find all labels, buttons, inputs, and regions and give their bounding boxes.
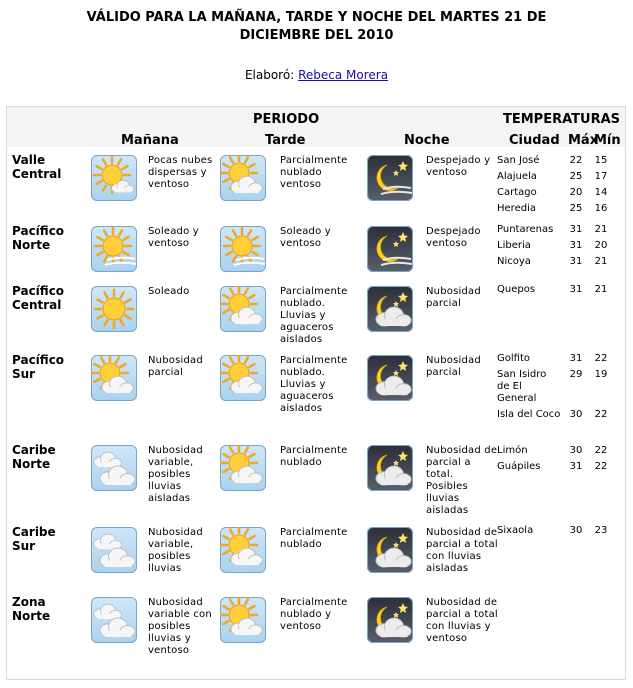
sun-clouds-icon (220, 355, 266, 401)
city-min-temp: 21 (594, 284, 608, 295)
city-max-temp: 31 (569, 461, 583, 472)
city-max-temp: 31 (569, 353, 583, 364)
tarde-forecast-text: Parcialmente nublado. Lluvias y aguaceros aislados (280, 355, 348, 414)
region-name (12, 224, 92, 252)
region-name (12, 353, 92, 381)
sun-icon (91, 286, 137, 332)
city-min-temp: 21 (594, 256, 608, 267)
header-ciudad: Ciudad (509, 133, 560, 148)
city-min-temp: 21 (594, 224, 608, 235)
region-name-line-2: Central (12, 298, 62, 312)
city-min-temp: 20 (594, 240, 608, 251)
region-name-line-2: Sur (12, 539, 36, 553)
header-periodo: PERIODO (253, 112, 320, 127)
noche-forecast-text: Nubosidad de parcial a total con lluvias aisladas (426, 527, 498, 574)
manana-forecast-text: Nubosidad variable con posibles lluvias y ventoso (148, 597, 212, 656)
clouds-icon (91, 527, 137, 573)
city-name: Sixaola (497, 525, 534, 536)
region-name-line-1: Pacífico (12, 284, 65, 298)
city-max-temp: 20 (569, 187, 583, 198)
header-temperaturas: TEMPERATURAS (503, 112, 621, 127)
moon-clouds-icon (367, 286, 413, 332)
sun-clouds-icon (220, 286, 266, 332)
moon-clouds-icon (367, 445, 413, 491)
city-name: Alajuela (497, 171, 537, 182)
region-name (12, 525, 92, 553)
author-label: Elaboró: (244, 68, 295, 82)
moon-wind-icon (367, 155, 413, 201)
city-name: Limón (497, 445, 528, 456)
region-name (12, 284, 92, 312)
header-noche: Noche (404, 133, 450, 148)
sun-cloud-icon (91, 155, 137, 201)
sun-wind-icon (220, 226, 266, 272)
sun-clouds-icon (91, 355, 137, 401)
region-name-line-1: Zona (12, 595, 46, 609)
city-max-temp: 30 (569, 409, 583, 420)
city-min-temp: 19 (594, 369, 608, 380)
city-name: Guápiles (497, 461, 541, 472)
city-max-temp: 25 (569, 203, 583, 214)
manana-forecast-text: Nubosidad variable, posibles lluvias (148, 527, 203, 574)
manana-forecast-text: Nubosidad parcial (148, 355, 203, 378)
region-name-line-1: Pacífico (12, 353, 65, 367)
noche-forecast-text: Nubosidad parcial (426, 355, 481, 378)
city-max-temp: 31 (569, 240, 583, 251)
clouds-icon (91, 445, 137, 491)
manana-forecast-text: Nubosidad variable, posibles lluvias aisladas (148, 445, 203, 504)
city-max-temp: 30 (569, 445, 583, 456)
noche-forecast-text: Nubosidad de parcial a total con lluvias y ventoso (426, 597, 498, 644)
noche-forecast-text: Despejado y ventoso (426, 155, 491, 178)
sun-clouds-icon (220, 445, 266, 491)
city-min-temp: 17 (594, 171, 608, 182)
city-max-temp: 31 (569, 256, 583, 267)
title-line-1: VÁLIDO PARA LA MAÑANA, TARDE Y NOCHE DEL MARTES 21 DE (86, 10, 547, 25)
region-name (12, 443, 92, 471)
city-name: Quepos (497, 284, 536, 295)
tarde-forecast-text: Parcialmente nublado (280, 445, 348, 468)
region-name (12, 595, 92, 623)
header-manana: Mañana (121, 133, 179, 148)
manana-forecast-text: Pocas nubes dispersas y ventoso (148, 155, 213, 190)
clouds-icon (91, 597, 137, 643)
city-max-temp: 25 (569, 171, 583, 182)
moon-clouds-icon (367, 527, 413, 573)
tarde-forecast-text: Parcialmente nublado (280, 527, 348, 550)
city-min-temp: 22 (594, 461, 608, 472)
region-name-line-1: Valle (12, 153, 46, 167)
sun-clouds-icon (220, 527, 266, 573)
city-min-temp: 14 (594, 187, 608, 198)
manana-forecast-text: Soleado (148, 286, 190, 297)
region-name-line-1: Caribe (12, 525, 56, 539)
city-name: Golfito (497, 353, 530, 364)
region-name-line-1: Caribe (12, 443, 56, 457)
city-name: San Isidro de El General (497, 369, 547, 404)
region-name-line-1: Pacífico (12, 224, 65, 238)
city-min-temp: 15 (594, 155, 608, 166)
noche-forecast-text: Nubosidad de parcial a total. Posibles lluvias aisladas (426, 445, 498, 516)
moon-clouds-icon (367, 597, 413, 643)
city-min-temp: 22 (594, 445, 608, 456)
sun-clouds-icon (220, 155, 266, 201)
region-name-line-2: Sur (12, 367, 36, 381)
city-name: Isla del Coco (497, 409, 561, 420)
tarde-forecast-text: Parcialmente nublado ventoso (280, 155, 348, 190)
tarde-forecast-text: Parcialmente nublado y ventoso (280, 597, 348, 632)
author-link[interactable]: Rebeca Morera (298, 68, 389, 82)
city-name: Heredia (497, 203, 536, 214)
city-max-temp: 31 (569, 284, 583, 295)
city-max-temp: 29 (569, 369, 583, 380)
region-name-line-2: Norte (12, 238, 51, 252)
noche-forecast-text: Despejado ventoso (426, 226, 481, 249)
region-name (12, 153, 92, 181)
city-name: Puntarenas (497, 224, 554, 235)
header-min: Mín (594, 133, 621, 148)
region-name-line-2: Norte (12, 457, 51, 471)
sun-wind-icon (91, 226, 137, 272)
city-name: San José (497, 155, 540, 166)
moon-wind-icon (367, 226, 413, 272)
forecast-table (6, 106, 626, 680)
header-max: Máx (568, 133, 599, 148)
region-name-line-2: Central (12, 167, 62, 181)
noche-forecast-text: Nubosidad parcial (426, 286, 481, 309)
manana-forecast-text: Soleado y ventoso (148, 226, 199, 249)
city-min-temp: 16 (594, 203, 608, 214)
tarde-forecast-text: Parcialmente nublado. Lluvias y aguaceros aislados (280, 286, 348, 345)
city-max-temp: 31 (569, 224, 583, 235)
region-name-line-2: Norte (12, 609, 51, 623)
moon-clouds-icon (367, 355, 413, 401)
city-name: Cartago (497, 187, 537, 198)
page-title (0, 9, 633, 45)
title-line-2: DICIEMBRE DEL 2010 (239, 28, 394, 43)
header-tarde: Tarde (265, 133, 306, 148)
city-max-temp: 22 (569, 155, 583, 166)
city-min-temp: 22 (594, 353, 608, 364)
author-line (0, 68, 633, 82)
city-max-temp: 30 (569, 525, 583, 536)
city-min-temp: 23 (594, 525, 608, 536)
sun-clouds-icon (220, 597, 266, 643)
city-name: Liberia (497, 240, 531, 251)
tarde-forecast-text: Soleado y ventoso (280, 226, 331, 249)
city-name: Nicoya (497, 256, 531, 267)
city-min-temp: 22 (594, 409, 608, 420)
